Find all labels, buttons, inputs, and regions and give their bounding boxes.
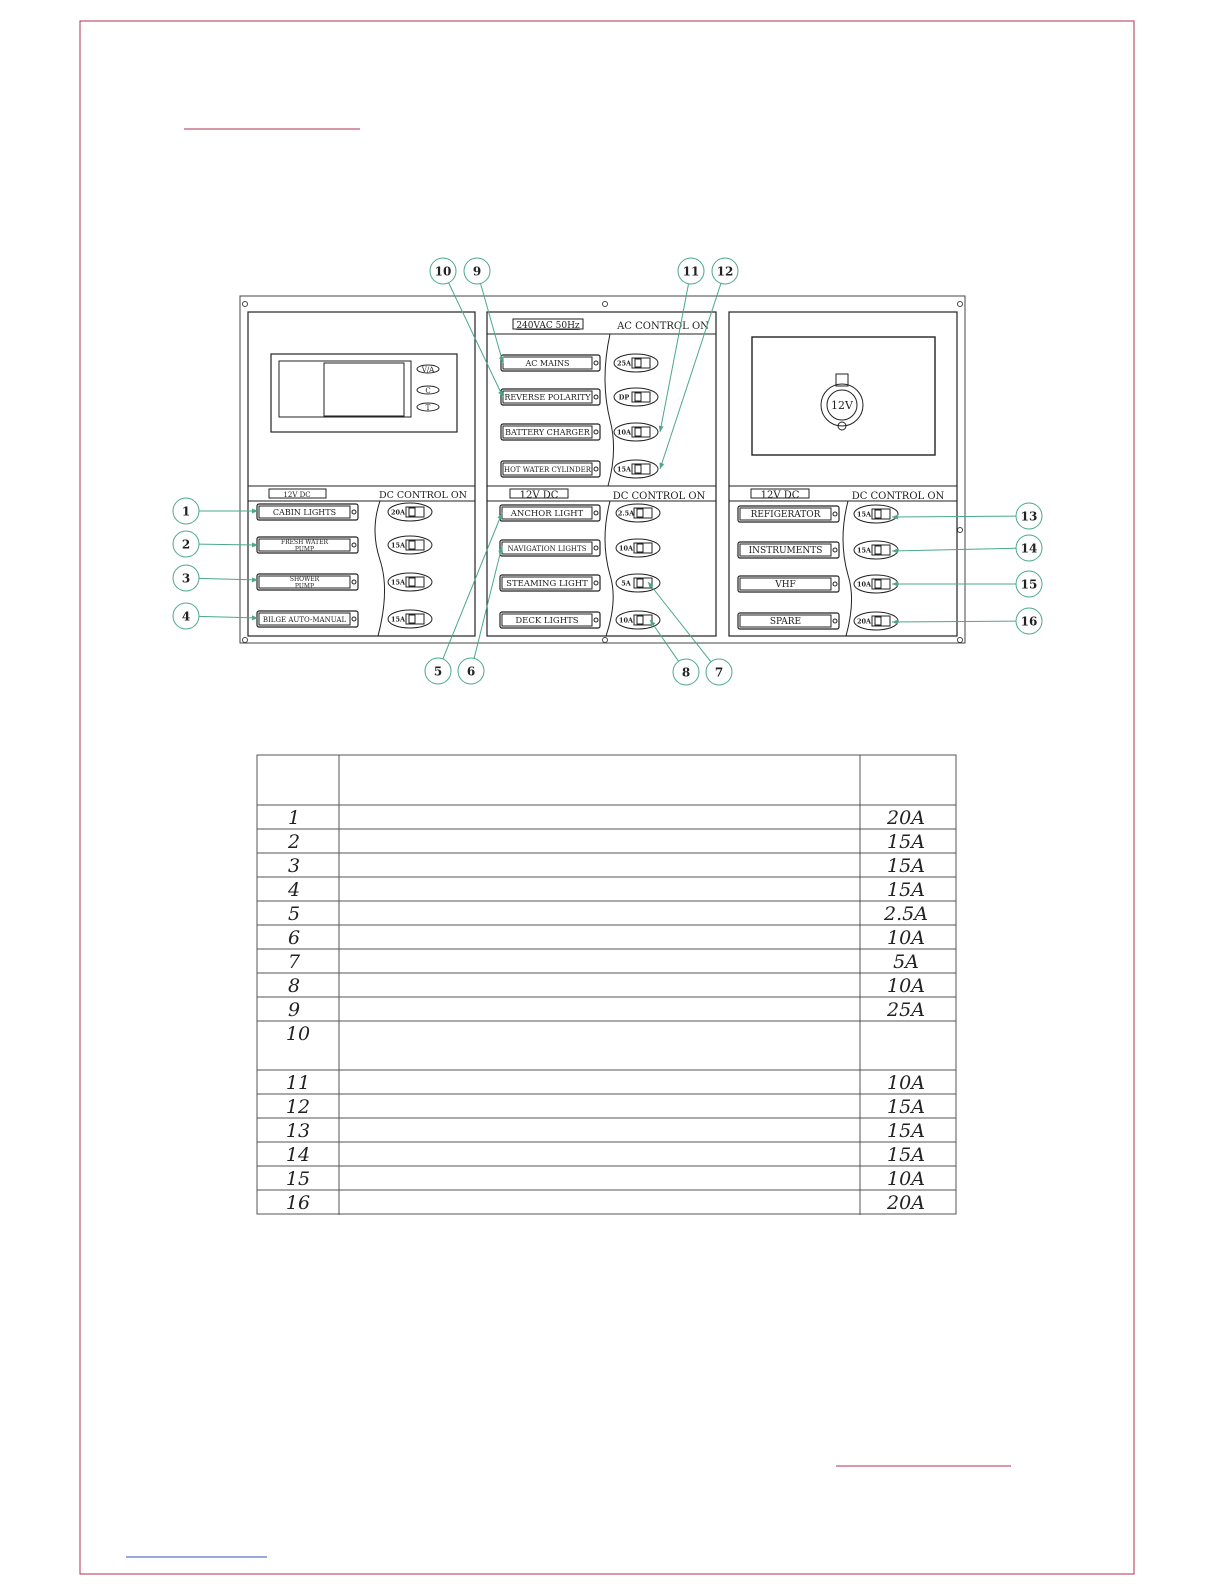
callout-leader	[199, 544, 258, 545]
meter-button-label: T	[425, 404, 431, 412]
callout-number: 2	[181, 537, 191, 552]
table-row-border	[257, 853, 956, 877]
callout-9	[464, 258, 504, 363]
meter-button-2[interactable]	[417, 386, 439, 395]
dc-left-switch-3[interactable]	[257, 573, 432, 591]
dc-right-switch-2[interactable]	[738, 541, 898, 559]
table-row-border	[257, 877, 956, 901]
callout-arrowhead	[892, 582, 898, 587]
callout-number: 10	[434, 264, 452, 279]
table-cell-number: 15	[285, 1168, 311, 1190]
table-cell-rating: 15A	[887, 1096, 925, 1118]
indicator-led	[594, 430, 598, 434]
switch-label: REVERSE POLARITY	[504, 393, 591, 402]
table-cell-rating: 5A	[893, 951, 919, 973]
left-voltage-label: 12V DC	[283, 491, 311, 499]
breaker-toggle-knob	[409, 541, 415, 549]
breaker-toggle-knob	[637, 544, 643, 552]
table-cell-number: 3	[287, 855, 301, 877]
breaker-toggle-knob	[875, 510, 881, 518]
breaker-rating: 15A	[856, 510, 872, 519]
switch-label: AC MAINS	[525, 359, 570, 368]
callout-number: 11	[682, 264, 700, 279]
dc-center-switch-2[interactable]	[500, 539, 660, 557]
switch-label: INSTRUMENTS	[748, 546, 823, 556]
indicator-led	[594, 581, 598, 585]
ac-section-switch-3[interactable]	[501, 423, 658, 441]
callout-leader	[660, 283, 721, 469]
callout-8	[650, 620, 699, 685]
callout-number: 12	[716, 264, 734, 279]
switch-panel	[240, 296, 965, 643]
breaker-toggle-knob	[875, 546, 881, 554]
table-cell-number: 4	[287, 879, 301, 901]
ac-section-switch-4[interactable]	[501, 460, 658, 478]
breaker-rating: 15A	[616, 465, 632, 474]
dc-center-switch-4[interactable]	[500, 611, 660, 629]
dc-left-switch-2[interactable]	[257, 536, 432, 554]
table-cell-rating: 10A	[887, 975, 925, 997]
table-cell-number: 10	[285, 1023, 311, 1045]
meter-screen	[324, 363, 404, 416]
callout-leader	[660, 284, 689, 432]
panel-frame	[240, 296, 965, 643]
socket-recess	[752, 337, 935, 455]
left-control-label: DC CONTROL ON	[379, 490, 467, 501]
breaker-toggle-knob	[409, 578, 415, 586]
indicator-led	[594, 546, 598, 550]
table-row-border	[257, 1094, 956, 1118]
table-cell-number: 8	[287, 975, 301, 997]
callout-number: 14	[1020, 541, 1038, 556]
switch-label: DECK LIGHTS	[515, 616, 579, 626]
table-row-border	[257, 973, 956, 997]
ac-section-switch-2[interactable]	[501, 388, 658, 406]
callout-leader	[892, 548, 1016, 551]
indicator-led	[352, 617, 356, 621]
indicator-led	[833, 619, 837, 623]
left-wave-divider	[375, 501, 385, 636]
center-voltage-label: 12V DC	[519, 490, 559, 501]
table-row-border	[257, 1142, 956, 1166]
indicator-led	[594, 395, 598, 399]
table-row-border	[257, 925, 956, 949]
table-cell-rating: 10A	[887, 1072, 925, 1094]
table-cell-rating: 15A	[887, 879, 925, 901]
dc-center-switch-3[interactable]	[500, 574, 660, 592]
breaker[interactable]	[388, 503, 432, 521]
callout-leader	[648, 582, 711, 662]
callout-number: 3	[181, 571, 191, 586]
breaker[interactable]	[616, 611, 660, 629]
breaker-toggle-knob	[409, 508, 415, 516]
callout-5	[425, 513, 502, 684]
callout-number: 6	[466, 664, 476, 679]
indicator-led	[594, 467, 598, 471]
switch-label: FRESH WATER	[280, 539, 329, 546]
switch-label: CABIN LIGHTS	[272, 508, 337, 517]
mount-hole	[603, 302, 608, 307]
callout-leader	[892, 621, 1016, 622]
breaker-toggle-knob	[637, 616, 643, 624]
table-row	[257, 1070, 956, 1094]
table-header-row	[257, 755, 956, 805]
table-cell-number: 14	[285, 1144, 311, 1166]
callout-16	[892, 608, 1042, 634]
mount-hole	[958, 528, 963, 533]
table-cell-rating: 20A	[887, 1192, 925, 1214]
indicator-led	[352, 510, 356, 514]
indicator-led	[833, 512, 837, 516]
callout-leader	[443, 513, 502, 659]
meter-button-1[interactable]	[417, 365, 439, 374]
switch-label: VHF	[775, 580, 796, 590]
mount-hole	[243, 638, 248, 643]
table-row	[257, 1021, 956, 1070]
callout-arrowhead	[892, 548, 898, 553]
breaker-rating: 10A	[616, 428, 632, 437]
socket-label: 12V	[831, 399, 853, 412]
breaker[interactable]	[616, 539, 660, 557]
breaker-rating: 10A	[856, 580, 872, 589]
switch-label: BILGE AUTO-MANUAL	[262, 616, 347, 624]
breaker[interactable]	[614, 460, 658, 478]
mount-hole	[958, 638, 963, 643]
table-row-border	[257, 1021, 956, 1070]
right-section	[729, 312, 957, 636]
center-control-label: DC CONTROL ON	[612, 491, 706, 502]
table-row-border	[257, 1070, 956, 1094]
breaker[interactable]	[614, 354, 658, 372]
mount-hole	[603, 638, 608, 643]
table-row	[257, 973, 956, 997]
table-row	[257, 1166, 956, 1190]
meter-button-label: V/A	[421, 366, 435, 374]
right-voltage-label: 12V DC	[760, 490, 800, 501]
meter-bezel	[279, 361, 411, 417]
breaker-toggle-knob	[409, 615, 415, 623]
breaker-rating: 25A	[616, 359, 632, 368]
callout-14	[892, 535, 1042, 561]
table-cell-rating: 10A	[887, 927, 925, 949]
switch-label: BATTERY CHARGER	[505, 428, 590, 437]
right-wave-divider	[843, 501, 852, 636]
table-cell-rating: 15A	[887, 855, 925, 877]
table-cell-rating: 25A	[887, 999, 925, 1021]
table-row	[257, 877, 956, 901]
callout-leader	[199, 578, 258, 580]
table-cell-number: 1	[287, 807, 301, 829]
callout-leader	[650, 620, 679, 661]
callout-3	[173, 565, 258, 591]
table-row	[257, 949, 956, 973]
switch-label: SHOWER	[289, 576, 320, 583]
breaker-rating: 10A	[618, 616, 634, 625]
breaker-toggle-knob	[637, 579, 643, 587]
switch-label: SPARE	[769, 617, 802, 627]
breaker-toggle-knob	[875, 617, 881, 625]
breaker-toggle-knob	[635, 359, 641, 367]
switch-label: HOT WATER CYLINDER	[503, 466, 592, 474]
breaker[interactable]	[854, 505, 898, 523]
mount-hole	[243, 302, 248, 307]
breaker-rating: 15A	[856, 546, 872, 555]
table-cell-number: 2	[287, 831, 301, 853]
indicator-led	[594, 618, 598, 622]
breaker-toggle-knob	[635, 428, 641, 436]
callout-arrowhead	[659, 463, 664, 469]
table-cell-number: 5	[287, 903, 301, 925]
ac-section-switch-1[interactable]	[501, 354, 658, 372]
center-wave-divider	[605, 501, 613, 636]
table-row-border	[257, 901, 956, 925]
callout-number: 15	[1020, 577, 1038, 592]
breaker-rating: 20A	[856, 617, 872, 626]
breaker-toggle-knob	[635, 393, 641, 401]
breaker-rating: 20A	[390, 508, 406, 517]
callout-number: 4	[181, 609, 191, 624]
table-cell-rating: 10A	[887, 1168, 925, 1190]
center-wave-divider	[605, 334, 614, 486]
table-rows	[257, 805, 956, 1214]
indicator-led	[833, 548, 837, 552]
breaker-rating: 15A	[390, 615, 406, 624]
callout-arrowhead	[892, 619, 898, 624]
breaker-rating: 5A	[621, 579, 631, 588]
table-row-border	[257, 1190, 956, 1214]
breaker[interactable]	[854, 541, 898, 559]
breaker[interactable]	[854, 575, 898, 593]
switch-label: STEAMING LIGHT	[506, 579, 588, 589]
indicator-led	[352, 543, 356, 547]
callout-leader	[199, 616, 258, 618]
table-row	[257, 1094, 956, 1118]
indicator-led	[833, 582, 837, 586]
callout-number: 8	[681, 665, 691, 680]
callout-leader	[481, 284, 503, 363]
table-row	[257, 1190, 956, 1214]
mount-hole	[958, 302, 963, 307]
table-cell-rating: 15A	[887, 1144, 925, 1166]
indicator-led	[594, 361, 598, 365]
table-cell-rating: 15A	[887, 831, 925, 853]
meter-buttons	[417, 365, 439, 412]
breaker[interactable]	[854, 612, 898, 630]
switch-label: NAVIGATION LIGHTS	[507, 545, 587, 553]
table-row	[257, 829, 956, 853]
callout-number: 13	[1020, 509, 1038, 524]
table-cell-number: 12	[285, 1096, 311, 1118]
callout-arrowhead	[659, 426, 664, 432]
breaker-toggle-knob	[875, 580, 881, 588]
breaker-rating: 2.5A	[617, 509, 635, 518]
indicator-led	[594, 511, 598, 515]
breaker[interactable]	[388, 610, 432, 628]
table-cell-number: 7	[287, 951, 301, 973]
breaker[interactable]	[388, 536, 432, 554]
table-row	[257, 805, 956, 829]
meter-button-label: C	[425, 387, 431, 395]
breaker-toggle-knob	[635, 465, 641, 473]
callout-number: 1	[181, 504, 191, 519]
switch-label-line2: PUMP	[294, 546, 315, 553]
table-row	[257, 853, 956, 877]
table-row	[257, 901, 956, 925]
table-cell-number: 11	[285, 1072, 311, 1094]
table-row-border	[257, 829, 956, 853]
callout-15	[892, 571, 1042, 597]
table-row-border	[257, 1118, 956, 1142]
callout-number: 5	[433, 664, 443, 679]
switch-rows	[257, 354, 898, 630]
table-row	[257, 925, 956, 949]
ac-voltage-label: 240VAC 50Hz	[516, 321, 580, 331]
dc-left-switch-4[interactable]	[257, 610, 432, 628]
dc-right-switch-3[interactable]	[738, 575, 898, 593]
page-border	[80, 21, 1134, 1574]
callout-number: 16	[1020, 614, 1038, 629]
breaker[interactable]	[616, 504, 660, 522]
table-row	[257, 1142, 956, 1166]
breaker-rating: 15A	[390, 578, 406, 587]
ac-control-label: AC CONTROL ON	[617, 321, 709, 332]
callout-4	[173, 603, 258, 629]
dc-left-switch-1[interactable]	[257, 503, 432, 521]
dc-center-switch-1[interactable]	[500, 504, 660, 522]
switch-label-line2: PUMP	[294, 583, 315, 590]
breaker-rating: DP	[618, 393, 630, 402]
dc-right-switch-4[interactable]	[738, 612, 898, 630]
callout-1	[173, 498, 258, 524]
switch-label: REFIGERATOR	[750, 510, 821, 520]
callout-leader	[474, 546, 502, 658]
callout-13	[892, 503, 1042, 529]
callout-number: 9	[472, 264, 482, 279]
breaker[interactable]	[614, 388, 658, 406]
table-cell-number: 13	[285, 1120, 311, 1142]
rating-table	[257, 755, 956, 1215]
callout-11	[659, 258, 704, 432]
breaker-rating: 10A	[618, 544, 634, 553]
table-row-border	[257, 805, 956, 829]
table-cell-number: 6	[287, 927, 301, 949]
breaker[interactable]	[388, 573, 432, 591]
table-cell-number: 16	[285, 1192, 311, 1214]
breaker-rating: 15A	[390, 541, 406, 550]
dc-right-switch-1[interactable]	[738, 505, 898, 523]
breaker[interactable]	[614, 423, 658, 441]
callout-leader	[892, 516, 1016, 517]
table-row	[257, 997, 956, 1021]
table-cell-rating: 15A	[887, 1120, 925, 1142]
meter-button-3[interactable]	[417, 403, 439, 412]
table-row-border	[257, 949, 956, 973]
breaker-toggle-knob	[637, 509, 643, 517]
callout-2	[173, 531, 258, 557]
table-cell-rating: 2.5A	[884, 903, 928, 925]
right-control-label: DC CONTROL ON	[851, 491, 945, 502]
switch-label: ANCHOR LIGHT	[510, 509, 584, 519]
indicator-led	[352, 580, 356, 584]
callout-number: 7	[714, 665, 724, 680]
table-row-border	[257, 1166, 956, 1190]
table-row-border	[257, 997, 956, 1021]
table-cell-rating: 20A	[887, 807, 925, 829]
callout-12	[659, 258, 738, 469]
table-cell-number: 9	[287, 999, 301, 1021]
table-row	[257, 1118, 956, 1142]
